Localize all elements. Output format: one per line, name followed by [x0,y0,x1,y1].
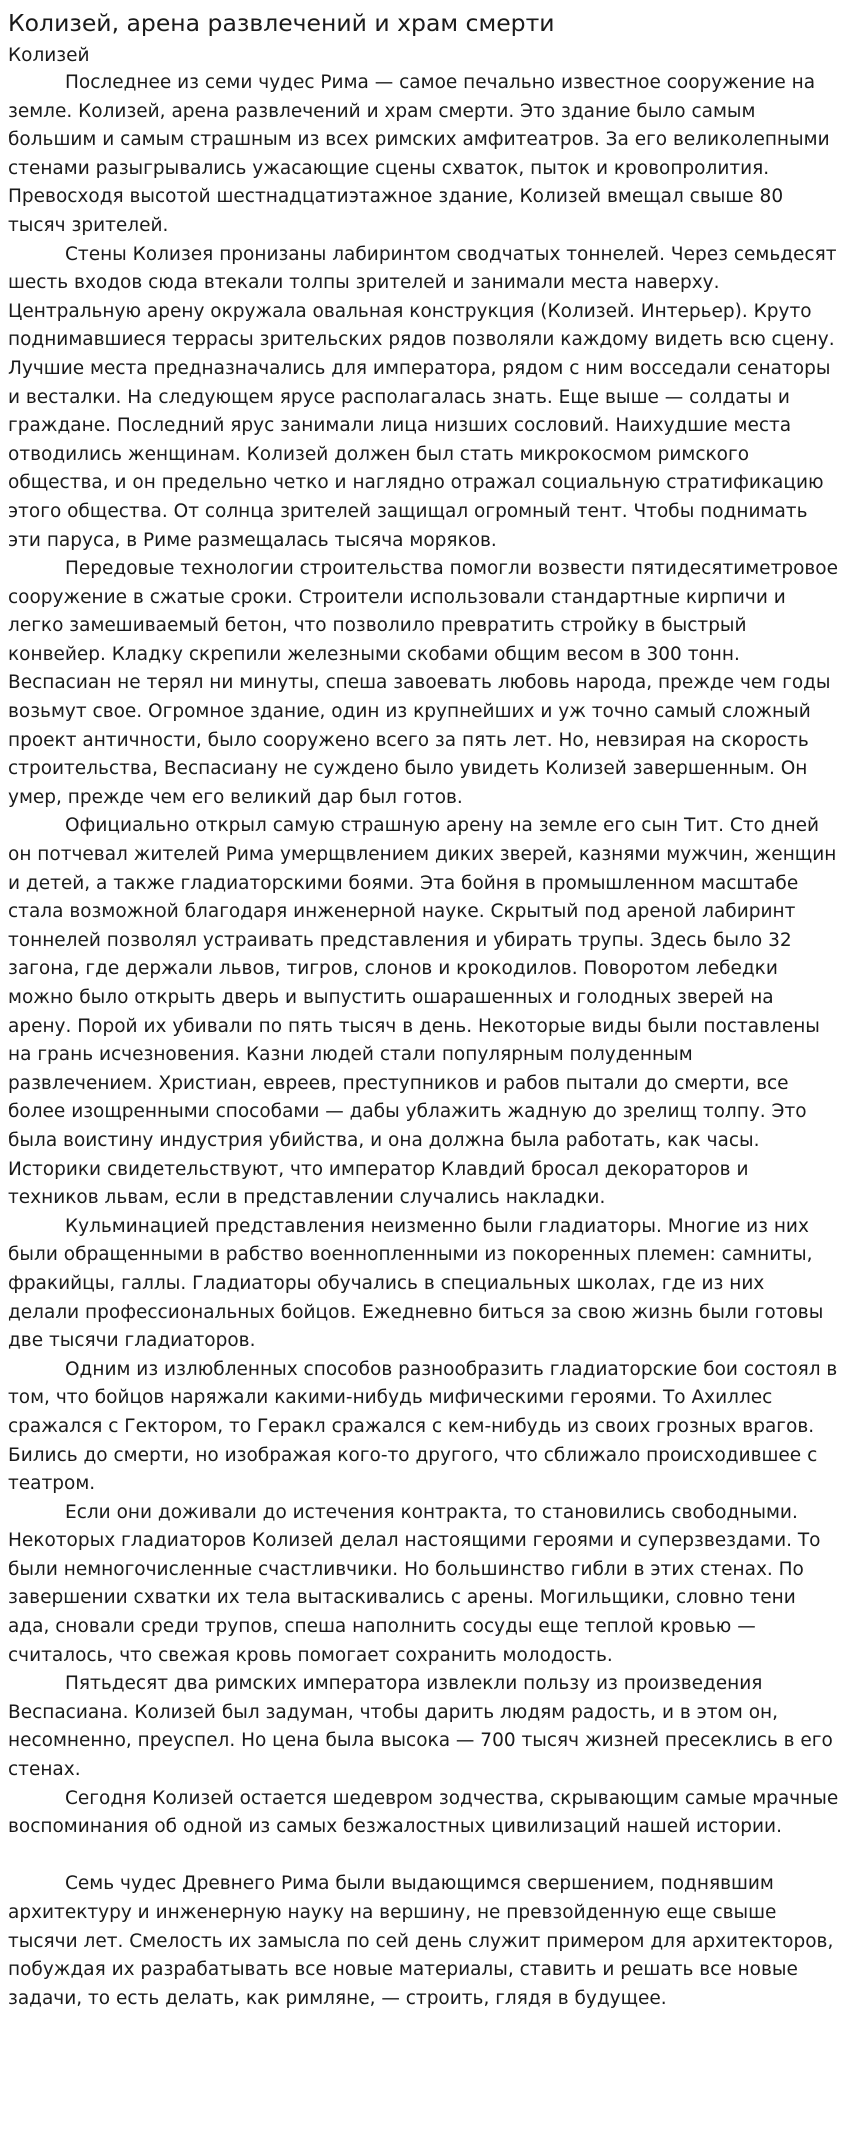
article-title: Колизей, арена развлечений и храм смерти [8,9,555,37]
paragraph-gladiators: Кульминацией представления неизменно были гладиаторы. Многие из них были обращенными в рабство военнопленными из покоренных племен: самниты, фракийцы, галлы. Гладиаторы обучались в специальных школах, где из них делали профессиональных бойцов. Ежедневно биться за свою жизнь были готовы две тысячи гладиаторов. [8,1215,824,1352]
paragraph-intro: Последнее из семи чудес Рима — самое печально известное сооружение на земле. Колизей, арена развлечений и храм смерти. Это здание было самым большим и самым страшным из всех римских амфитеатров. За его великолепными стенами разыгрывались ужасающие сцены схваток, пыток и кровопролития. Превосходя высотой шестнадцатиэтажное здание, Колизей вмещал свыше 80 тысяч зрителей. [8,72,830,236]
paragraph-tunnels: Стены Колизея пронизаны лабиринтом сводчатых тоннелей. Через семьдесят шесть входов сюда втекали толпы зрителей и занимали места наверху. Центральную арену окружала овальная конструкция (Колизей. Интерьер). Круто поднимавшиеся террасы зрительских рядов позволяли каждому видеть всю сцену. Лучшие места предназначались для императора, рядом с ним восседали сенаторы и весталки. На следующем ярусе располагалась знать. Еще выше — солдаты и граждане. Последний ярус занимали лица низших сословий. Наихудшие места отводились женщинам. Колизей должен был стать микрокосмом римского общества, и он предельно четко и наглядно отражал социальную стратификацию этого общества. От солнца зрителей защищал огромный тент. Чтобы поднимать эти паруса, в Риме размещалась тысяча моряков. [8,243,837,551]
paragraph-emperors: Пятьдесят два римских императора извлекли пользу из произведения Веспасиана. Колизей был задуман, чтобы дарить людям радость, и в этом он, несомненно, преуспел. Но цена была высока — 700 тысяч жизней пресеклись в его стенах. [8,1673,833,1781]
paragraph-construction: Передовые технологии строительства помогли возвести пятидесятиметровое сооружение в сжатые сроки. Строители использовали стандартные кирпичи и легко замешиваемый бетон, что позволило превратить стройку в быстрый конвейер. Кладку скрепили железными скобами общим весом в 300 тонн. Веспасиан не терял ни минуты, спеша завоевать любовь народа, прежде чем годы возьмут свое. Огромное здание, один из крупнейших и уж точно самый сложный проект античности, было сооружено всего за пять лет. Но, невзирая на скорость строительства, Веспасиану не суждено было увидеть Колизей завершенным. Он умер, прежде чем его великий дар был готов. [8,558,839,808]
paragraph-closing: Семь чудес Древнего Рима были выдающимся свершением, поднявшим архитектуру и инженерную науку на вершину, не превзойденную еще свыше тысячи лет. Смелость их замысла по сей день служит примером для архитекторов, побуждая их разрабатывать все новые материалы, ставить и решать все новые задачи, то есть делать, как римляне, — строить, глядя в будущее. [8,1873,834,2009]
paragraph-opening: Официально открыл самую страшную арену на земле его сын Тит. Сто дней он потчевал жителей Рима умерщвлением диких зверей, казнями мужчин, женщин и детей, а также гладиаторскими боями. Эта бойня в промышленном масштабе стала возможной благодаря инженерной науке. Скрытый под ареной лабиринт тоннелей позволял устраивать представления и убирать трупы. Здесь было 32 загона, где держали львов, тигров, слонов и крокодилов. Поворотом лебедки можно было открыть дверь и выпустить ошарашенных и голодных зверей на арену. Порой их убивали по пять тысяч в день. Некоторые виды были поставлены на грань исчезновения. Казни людей стали популярным полуденным развлечением. Христиан, евреев, преступников и рабов пытали до смерти, все более изощренными способами — дабы ублажить жадную до зрелищ толпу. Это была воистину индустрия убийства, и она должна была работать, как часы. Историки свидетельствуют, что император Клавдий бросал декораторов и техников львам, если в представлении случались накладки. [8,815,837,1209]
paragraph-mythic-fights: Одним из излюбленных способов разнообразить гладиаторские бои состоял в том, что бойцов наряжали какими-нибудь мифическими героями. То Ахиллес сражался с Гектором, то Геракл сражался с кем-нибудь из своих грозных врагов. Бились до смерти, но изображая кого-то другого, что сближало происходившее с театром. [8,1358,838,1495]
paragraph-freedom: Если они доживали до истечения контракта, то становились свободными. Некоторых гладиаторов Колизей делал настоящими героями и суперзвездами. То были немногочисленные счастливчики. Но большинство гибли в этих стенах. По завершении схватки их тела вытаскивались с арены. Могильщики, словно тени ада, сновали среди трупов, спеша наполнить сосуды еще теплой кровью — считалось, что свежая кровь помогает сохранить молодость. [8,1501,821,1666]
paragraph-today: Сегодня Колизей остается шедевром зодчества, скрывающим самые мрачные воспоминания об одной из самых безжалостных цивилизаций нашей истории. [8,1787,839,1838]
article-subtitle: Колизей [8,45,90,66]
paragraph-spacer [8,1842,839,1871]
